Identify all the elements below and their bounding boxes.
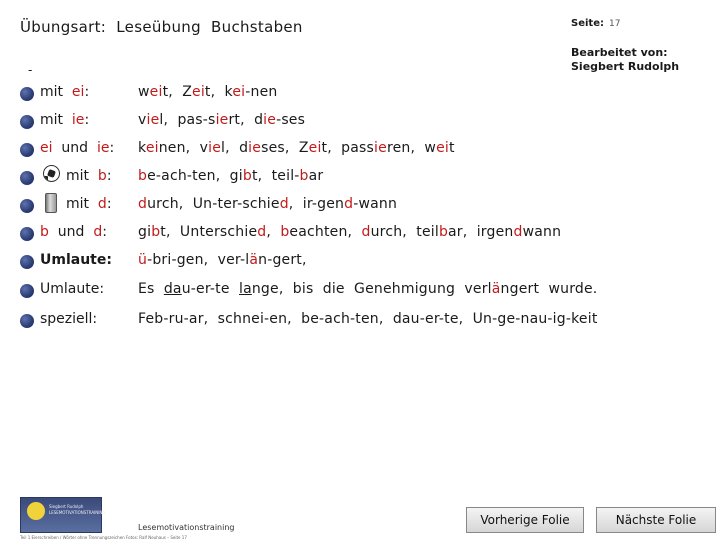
word-segment: l, d <box>221 140 249 156</box>
label-segment: mit <box>66 196 98 212</box>
word-segment: e-ach-ten, gi <box>147 168 243 184</box>
label-segment: ei <box>40 140 53 156</box>
word-segment: , ir-gen <box>288 196 345 212</box>
word-segment: ie <box>208 140 222 156</box>
word-segment: Es <box>138 281 164 297</box>
exercise-words <box>138 196 397 212</box>
word-segment: ren, w <box>386 140 437 156</box>
word-segment: u-er-te <box>181 281 239 297</box>
word-segment: ei <box>436 140 449 156</box>
word-segment: -ses <box>276 112 306 128</box>
exercise-row <box>0 168 720 190</box>
word-segment: urch, Un-ter-schie <box>147 196 280 212</box>
bullet-icon <box>20 255 34 269</box>
bullet-icon <box>20 284 34 298</box>
exercise-row <box>0 281 720 303</box>
exercise-words <box>138 112 305 128</box>
logo-text: Siegbert Rudolph LESEMOTIVATIONSTRAINING <box>49 504 106 515</box>
label-segment: mit <box>40 112 72 128</box>
can-icon <box>45 193 57 213</box>
label-segment: speziell: <box>40 311 98 327</box>
word-segment: -nen <box>245 84 278 100</box>
exercise-label <box>40 252 112 268</box>
word-segment: t <box>448 140 455 156</box>
exercise-label <box>40 140 114 156</box>
exercise-row <box>0 224 720 246</box>
word-segment: t, teil- <box>251 168 300 184</box>
label-segment: : <box>106 168 112 184</box>
word-segment: urch, teil <box>370 224 439 240</box>
exercise-words <box>138 140 455 156</box>
label-segment: ei <box>71 84 85 100</box>
exercise-words <box>138 168 323 184</box>
exercise-words <box>138 84 277 100</box>
word-segment: ei <box>145 140 159 156</box>
word-segment: d <box>513 224 523 240</box>
word-segment: gi <box>138 224 152 240</box>
word-segment: ar <box>308 168 324 184</box>
label-segment: : <box>106 196 112 212</box>
word-segment: ä <box>249 252 259 268</box>
label-segment: Umlaute: <box>40 281 105 297</box>
lightbulb-icon <box>27 502 45 520</box>
label-segment: ie <box>96 140 110 156</box>
label-segment: und <box>48 224 94 240</box>
word-segment: ie <box>263 112 277 128</box>
label-segment: d <box>93 224 103 240</box>
word-segment: Feb-ru-ar, schnei-en, be-ach-ten, dau-er-te, Un-ge-nau-ig-keit <box>138 311 598 327</box>
label-segment: d <box>97 196 107 212</box>
exercise-label <box>66 168 112 184</box>
word-segment: ei <box>149 84 163 100</box>
exercise-row <box>0 84 720 106</box>
word-segment: b <box>299 168 309 184</box>
word-segment: ses, Z <box>261 140 309 156</box>
word-segment: b <box>151 224 161 240</box>
exercise-label <box>40 112 89 128</box>
exercise-label <box>40 311 97 327</box>
word-segment: d <box>361 224 371 240</box>
word-segment: eachten, <box>289 224 362 240</box>
soccer-ball-icon <box>43 165 60 182</box>
bullet-icon <box>20 171 34 185</box>
word-segment: b <box>242 168 252 184</box>
exercise-words <box>138 224 561 240</box>
next-slide-button[interactable]: Nächste Folie <box>596 507 716 533</box>
word-segment: ü <box>138 252 148 268</box>
exercise-row <box>0 252 720 274</box>
label-segment: b <box>40 224 49 240</box>
word-segment: k <box>138 140 146 156</box>
word-segment: n-gert, <box>258 252 307 268</box>
footer-title: Lesemotivationstraining <box>138 523 235 532</box>
word-segment: ie <box>215 112 229 128</box>
label-segment: und <box>52 140 97 156</box>
exercise-label <box>40 84 89 100</box>
label-segment: : <box>102 224 107 240</box>
word-segment: ar, irgen <box>448 224 514 240</box>
word-segment: la <box>238 281 252 297</box>
word-segment: b <box>280 224 290 240</box>
word-segment: , <box>266 224 281 240</box>
exercise-row <box>0 140 720 162</box>
bullet-icon <box>20 199 34 213</box>
exercise-label <box>66 196 112 212</box>
word-segment: ie <box>146 112 160 128</box>
word-segment: d <box>344 196 354 212</box>
exercise-row <box>0 311 720 333</box>
word-segment: da <box>163 281 182 297</box>
label-segment: Umlaute: <box>40 252 112 268</box>
bullet-icon <box>20 227 34 241</box>
bullet-icon <box>20 87 34 101</box>
word-segment: ie <box>248 140 262 156</box>
word-segment: b <box>438 224 449 240</box>
label-segment: ie <box>71 112 85 128</box>
word-segment: rt, d <box>228 112 264 128</box>
word-segment: d <box>257 224 267 240</box>
word-segment: wann <box>522 224 562 240</box>
word-segment: t, pass <box>321 140 375 156</box>
footer-credits: Teil 1 Eierschreiben / Wörter ohne Trennungszeichen Fotos: Ralf Neuhaus – Seite 17 <box>20 535 187 540</box>
word-segment: w <box>138 84 150 100</box>
page-title: Übungsart: Leseübung Buchstaben <box>20 18 303 36</box>
page-number: 17 <box>609 19 621 29</box>
word-segment: v <box>138 112 147 128</box>
author-label: Bearbeitet von: <box>571 46 668 59</box>
word-segment: b <box>138 168 148 184</box>
page-number-label: Seite: <box>571 18 604 29</box>
bullet-icon <box>20 115 34 129</box>
previous-slide-button[interactable]: Vorherige Folie <box>466 507 584 533</box>
word-segment: ei <box>192 84 205 100</box>
exercise-label <box>40 281 104 297</box>
word-segment: nge, bis die Genehmigung verl <box>251 281 492 297</box>
label-segment: : <box>109 140 115 156</box>
word-segment: nen, v <box>158 140 209 156</box>
label-segment: : <box>84 84 90 100</box>
word-segment: ei <box>308 140 322 156</box>
word-segment: d <box>138 196 148 212</box>
author-name: Siegbert Rudolph <box>571 60 680 73</box>
exercise-label <box>40 224 107 240</box>
word-segment: ngert wurde. <box>500 281 598 297</box>
author-block <box>571 46 679 74</box>
word-segment: t, k <box>204 84 233 100</box>
word-segment: t, Z <box>162 84 192 100</box>
exercise-row <box>0 112 720 134</box>
label-segment: mit <box>40 84 72 100</box>
bullet-icon <box>20 143 34 157</box>
exercise-words <box>138 281 597 297</box>
word-segment: -bri-gen, ver-l <box>147 252 250 268</box>
label-segment: : <box>84 112 90 128</box>
word-segment: d <box>279 196 289 212</box>
label-segment: mit <box>66 168 98 184</box>
word-segment: t, Unterschie <box>160 224 258 240</box>
exercise-words <box>138 311 598 327</box>
exercise-row <box>0 196 720 218</box>
word-segment: ä <box>491 281 501 297</box>
bullet-icon <box>20 314 34 328</box>
word-segment: -wann <box>353 196 398 212</box>
logo <box>20 497 106 533</box>
word-segment: l, pas-s <box>159 112 216 128</box>
word-segment: ei <box>232 84 246 100</box>
dash-marker: - <box>28 63 33 77</box>
label-segment: b <box>97 168 107 184</box>
exercise-words <box>138 252 307 268</box>
word-segment: ie <box>374 140 387 156</box>
